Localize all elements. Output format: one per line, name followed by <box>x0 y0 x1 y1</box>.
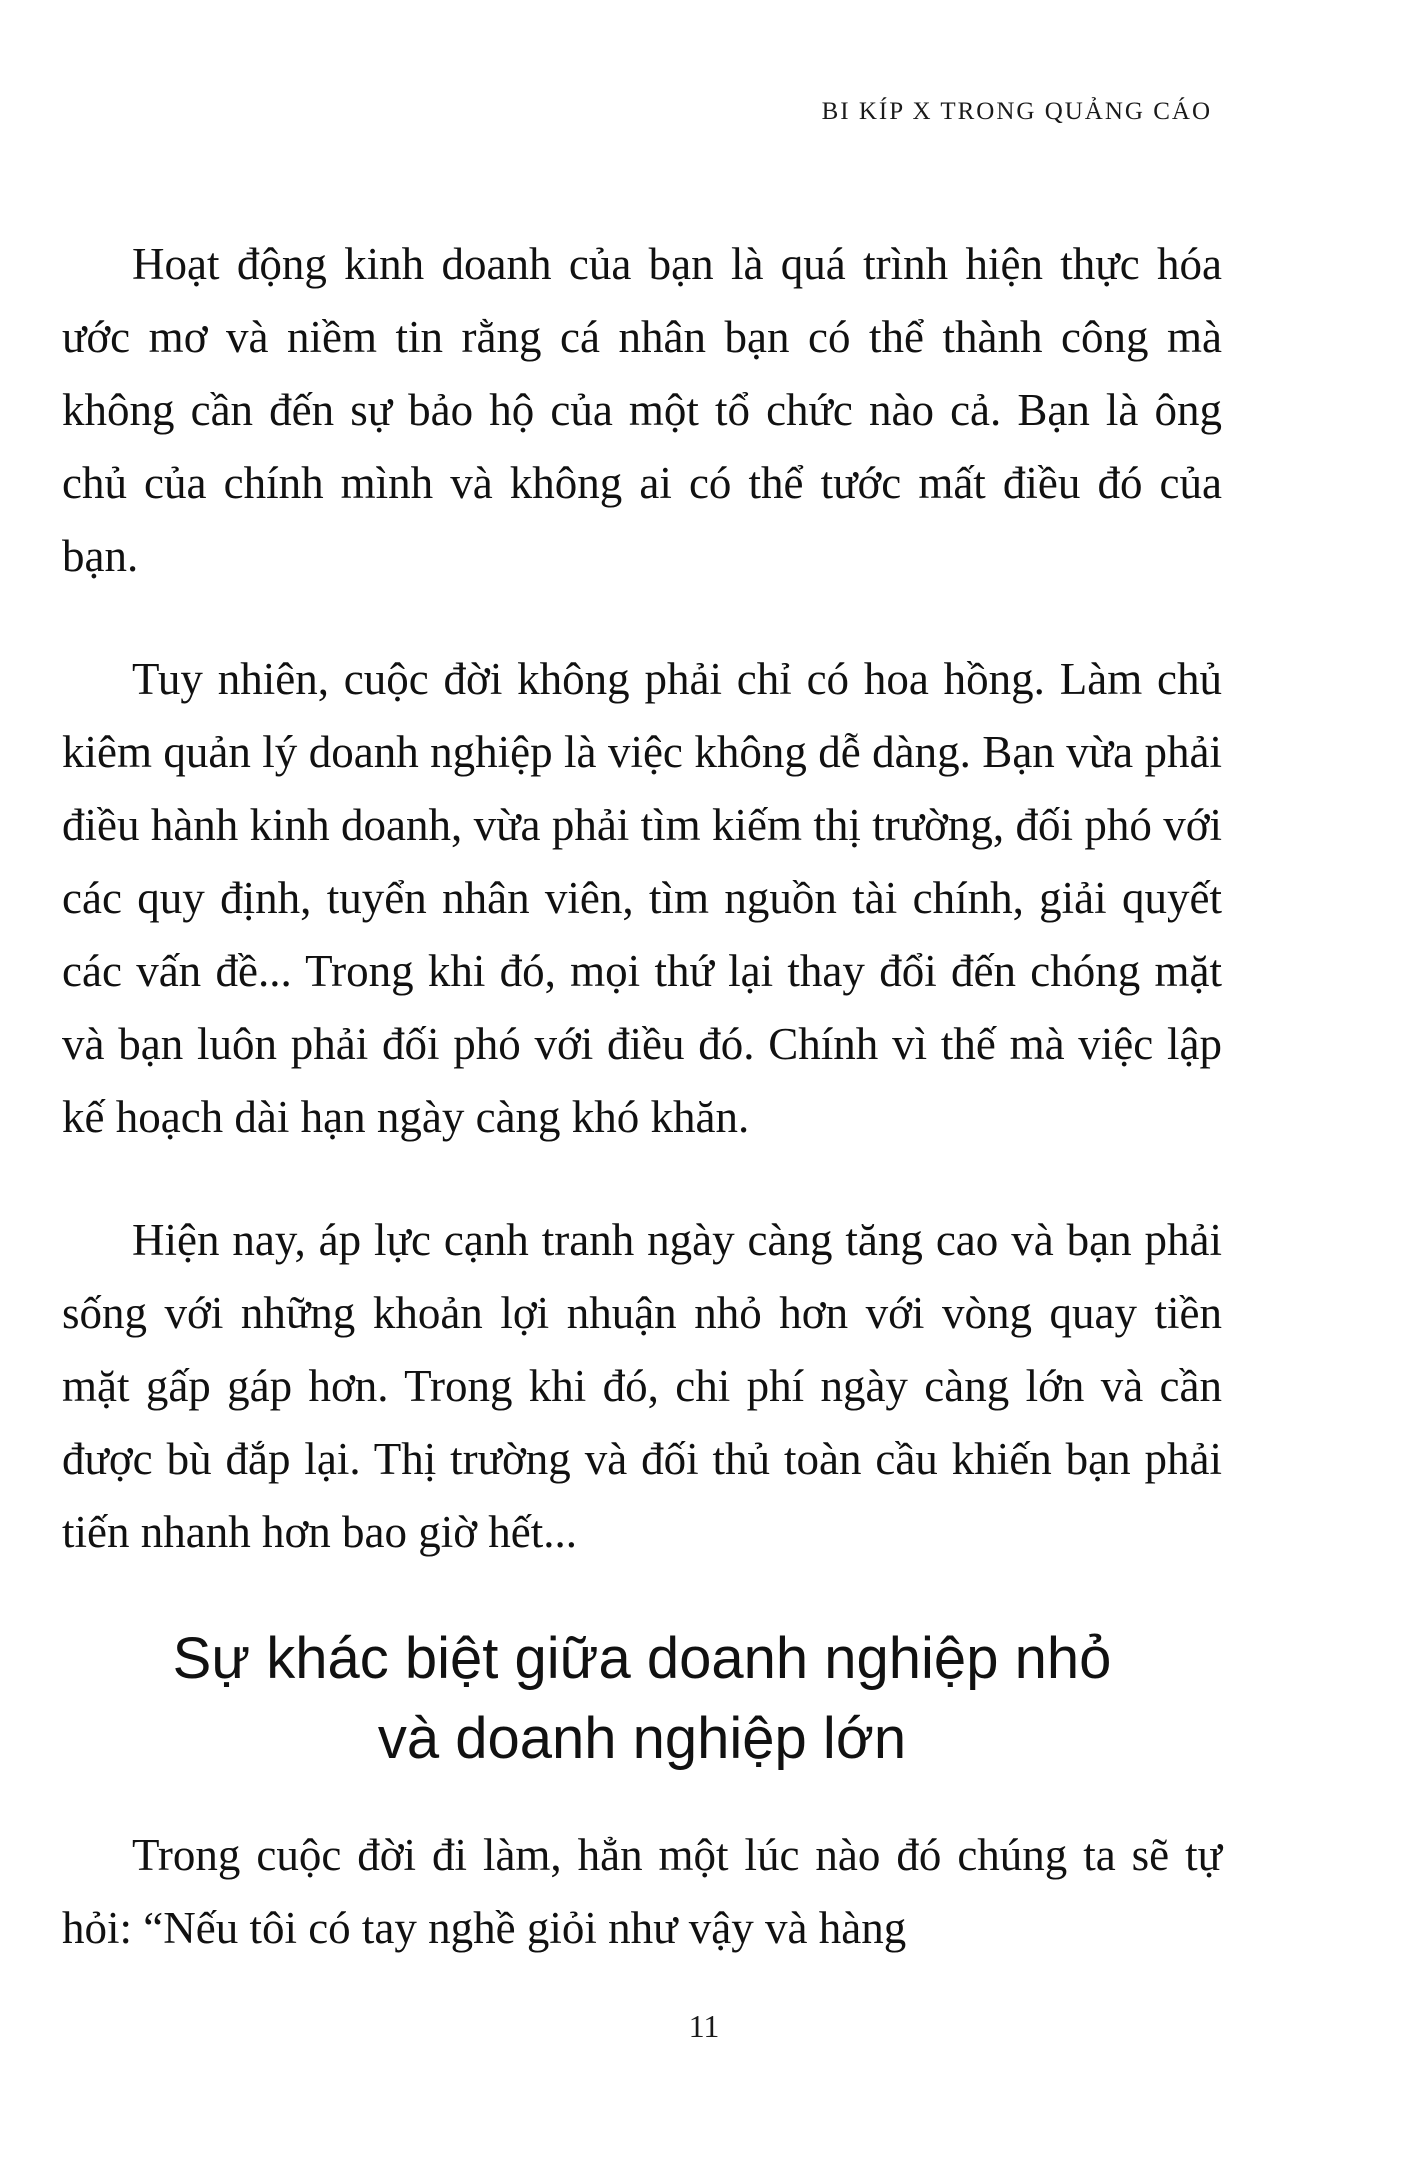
paragraph-1: Hoạt động kinh doanh của bạn là quá trình hiện thực hóa ước mơ và niềm tin rằng cá nhân bạn có thể thành công mà không cần đến sự bảo hộ của một tổ chức nào cả. Bạn là ông chủ của chính mình và không ai có thể tước mất điều đó của bạn. <box>62 239 1222 581</box>
section-paragraph: Trong cuộc đời đi làm, hẳn một lúc nào đó chúng ta sẽ tự hỏi: “Nếu tôi có tay nghề giỏi như vậy và hàng <box>62 1830 1222 1953</box>
paragraph-3: Hiện nay, áp lực cạnh tranh ngày càng tăng cao và bạn phải sống với những khoản lợi nhuận nhỏ hơn với vòng quay tiền mặt gấp gáp hơn. Trong khi đó, chi phí ngày càng lớn và cần được bù đắp lại. Thị trường và đối thủ toàn cầu khiến bạn phải tiến nhanh hơn bao giờ hết... <box>62 1215 1222 1557</box>
page-number: 11 <box>688 2008 720 2044</box>
body-text <box>62 228 1222 2015</box>
section-heading-line-1: Sự khác biệt giữa doanh nghiệp nhỏ <box>172 1626 1112 1691</box>
paragraph-2: Tuy nhiên, cuộc đời không phải chỉ có hoa hồng. Làm chủ kiêm quản lý doanh nghiệp là việc không dễ dàng. Bạn vừa phải điều hành kinh doanh, vừa phải tìm kiếm thị trường, đối phó với các quy định, tuyển nhân viên, tìm nguồn tài chính, giải quyết các vấn đề... Trong khi đó, mọi thứ lại thay đổi đến chóng mặt và bạn luôn phải đối phó với điều đó. Chính vì thế mà việc lập kế hoạch dài hạn ngày càng khó khăn. <box>62 654 1222 1142</box>
section-heading-line-2: và doanh nghiệp lớn <box>377 1706 907 1771</box>
running-header: BI KÍP X TRONG QUẢNG CÁO <box>821 98 1212 125</box>
section-heading <box>62 1619 1222 1779</box>
